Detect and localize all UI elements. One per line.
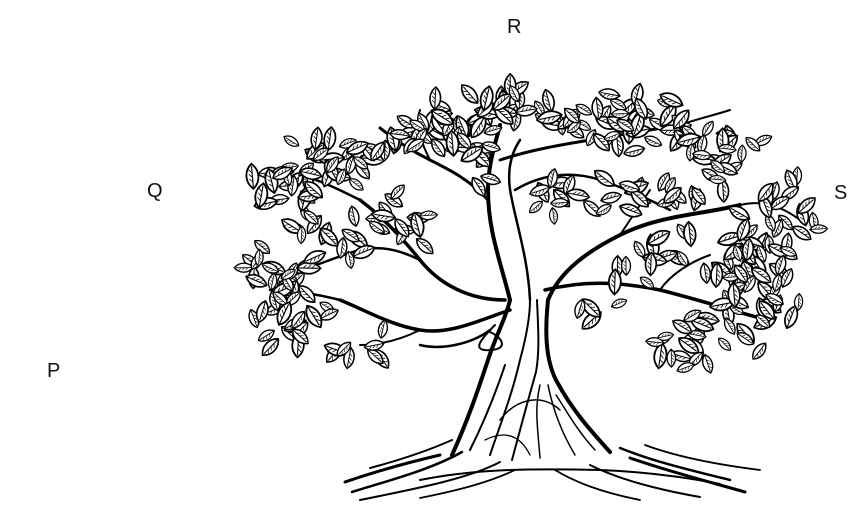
leaf xyxy=(611,109,629,118)
leaf xyxy=(347,176,366,193)
leaf xyxy=(716,335,733,352)
leaf xyxy=(364,339,385,352)
leaf xyxy=(623,144,646,159)
leaf xyxy=(699,262,712,284)
leaf xyxy=(527,198,545,215)
leaf xyxy=(351,242,377,261)
leaf xyxy=(621,256,630,275)
leaf xyxy=(282,133,301,149)
leaf xyxy=(549,207,559,224)
label-q: Q xyxy=(147,180,163,202)
tree-roots xyxy=(345,440,760,500)
leaf xyxy=(643,133,663,149)
leaf xyxy=(608,269,621,294)
leaf xyxy=(683,221,697,247)
leaf xyxy=(610,297,628,311)
leaf xyxy=(323,126,337,151)
leaf xyxy=(737,145,746,163)
label-r: R xyxy=(507,16,522,38)
leaf xyxy=(347,205,361,227)
leaf xyxy=(458,81,482,106)
tree-foliage xyxy=(234,74,827,375)
label-p: P xyxy=(47,360,61,382)
label-s: S xyxy=(834,182,848,204)
leaf xyxy=(667,349,676,367)
leaf xyxy=(600,190,623,205)
leaf xyxy=(245,163,259,189)
